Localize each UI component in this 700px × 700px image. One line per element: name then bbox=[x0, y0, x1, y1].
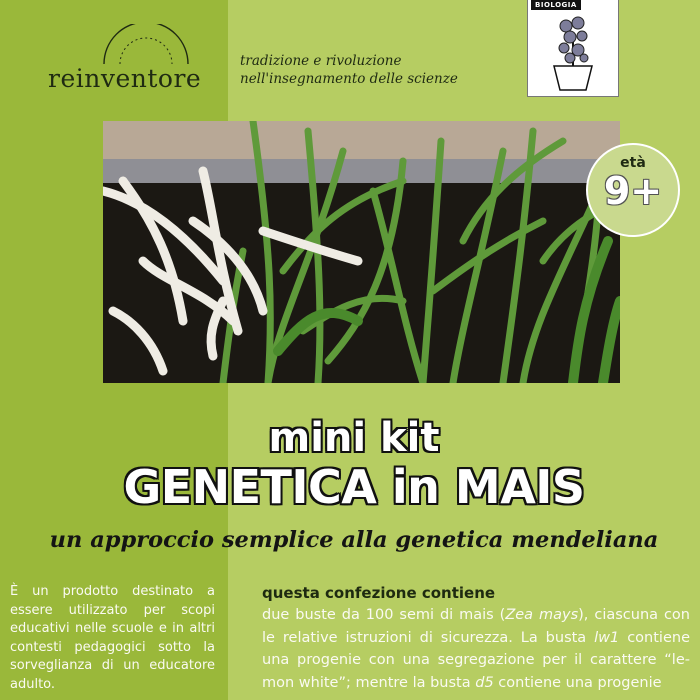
tagline-line-1: tradizione e rivoluzione bbox=[240, 53, 402, 69]
age-value: 9+ bbox=[603, 169, 663, 213]
corn-seedlings-photo bbox=[103, 121, 620, 383]
bag-lw1-name: lw1 bbox=[594, 629, 620, 646]
biology-badge bbox=[527, 0, 619, 97]
title-main: GENETICA in MAIS bbox=[123, 460, 585, 514]
contents-description bbox=[262, 604, 690, 694]
title-mini-kit: mini kit bbox=[268, 415, 440, 461]
contents-text-4: contiene una progenie bbox=[493, 674, 662, 691]
contents-text-3: contiene una progenie con una segregazione per il carattere “le-mon white”; mentre la busta bbox=[262, 629, 690, 691]
logo-text: reinventore bbox=[48, 64, 202, 93]
contents-text-2: ), ciascuna con le relative istruzioni di sicurezza. La busta bbox=[262, 607, 690, 646]
age-label: età bbox=[620, 155, 646, 171]
seedlings-image bbox=[103, 121, 620, 383]
contents-heading: questa confezione contiene bbox=[262, 584, 496, 602]
badge-label: BIOLOGIA bbox=[531, 0, 581, 10]
educational-disclaimer: È un prodotto destinato a essere utilizzato per scopi educativi nelle scuole e in altri contesti pedagogici sotto la sorveglianza di un educatore adulto. bbox=[10, 584, 215, 692]
reinventore-logo[interactable] bbox=[40, 24, 230, 104]
contents-text-1: due buste da 100 semi di mais ( bbox=[262, 607, 506, 623]
tagline-line-2: nell'insegnamento delle scienze bbox=[240, 71, 458, 87]
brand-tagline bbox=[240, 52, 500, 88]
potted-plant-icon bbox=[540, 10, 606, 92]
subtitle: un approccio semplice alla genetica mendeliana bbox=[49, 527, 659, 553]
species-name: Zea mays bbox=[505, 607, 579, 623]
bag-d5-name: d5 bbox=[475, 674, 494, 691]
age-badge bbox=[586, 143, 680, 237]
logo-arc-icon bbox=[98, 24, 194, 68]
